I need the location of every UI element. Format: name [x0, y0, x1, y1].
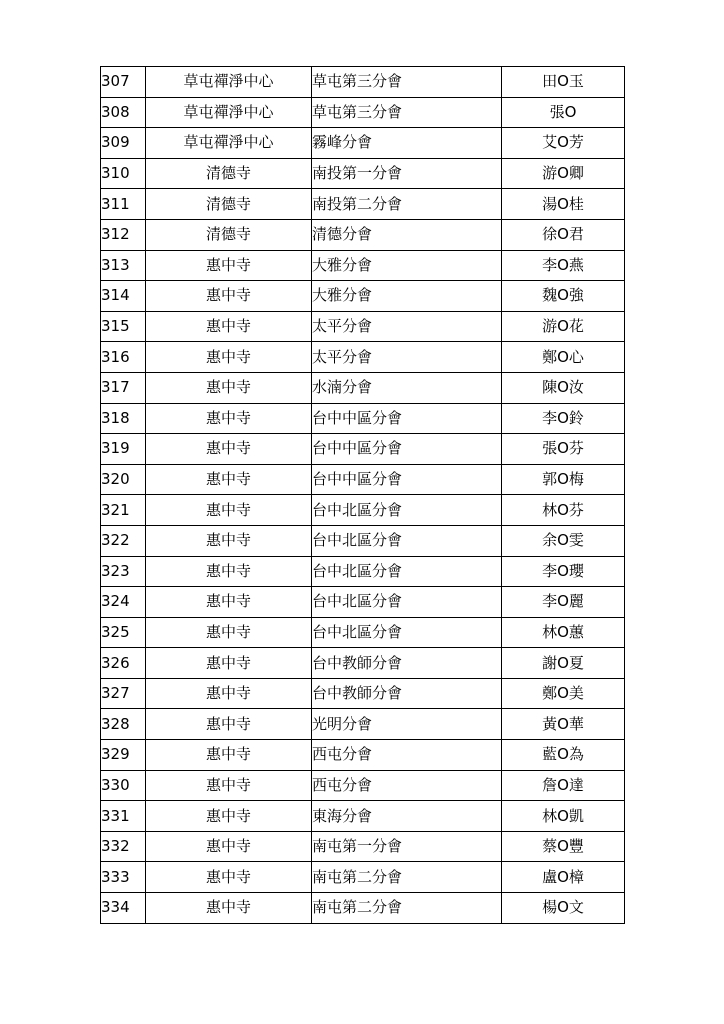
temple-name-cell: 惠中寺 [146, 464, 312, 495]
branch-name-cell: 台中北區分會 [312, 617, 502, 648]
row-number-cell: 308 [101, 97, 146, 128]
member-name-cell: 李O鈴 [502, 403, 625, 434]
member-name-cell: 郭O梅 [502, 464, 625, 495]
branch-name-cell: 太平分會 [312, 342, 502, 373]
member-name-cell: 林O蕙 [502, 617, 625, 648]
temple-name-cell: 惠中寺 [146, 495, 312, 526]
branch-name-cell: 草屯第三分會 [312, 67, 502, 98]
table-row [101, 556, 625, 587]
row-number-cell: 332 [101, 831, 146, 862]
member-name-cell: 艾O芳 [502, 128, 625, 159]
member-name-cell: 李O燕 [502, 250, 625, 281]
table-row [101, 525, 625, 556]
temple-name-cell: 惠中寺 [146, 372, 312, 403]
table-row [101, 250, 625, 281]
branch-name-cell: 草屯第三分會 [312, 97, 502, 128]
temple-name-cell: 惠中寺 [146, 281, 312, 312]
member-name-cell: 張O [502, 97, 625, 128]
table-row [101, 372, 625, 403]
row-number-cell: 310 [101, 158, 146, 189]
branch-name-cell: 台中教師分會 [312, 678, 502, 709]
branch-name-cell: 南屯第二分會 [312, 893, 502, 924]
member-name-cell: 謝O夏 [502, 648, 625, 679]
table-row [101, 648, 625, 679]
member-name-cell: 陳O汝 [502, 372, 625, 403]
table-row [101, 893, 625, 924]
table-row [101, 464, 625, 495]
branch-name-cell: 水湳分會 [312, 372, 502, 403]
branch-name-cell: 台中中區分會 [312, 464, 502, 495]
temple-name-cell: 清德寺 [146, 158, 312, 189]
row-number-cell: 307 [101, 67, 146, 98]
member-name-cell: 李O麗 [502, 587, 625, 618]
table-row [101, 219, 625, 250]
member-name-cell: 蔡O豐 [502, 831, 625, 862]
branch-name-cell: 西屯分會 [312, 770, 502, 801]
temple-name-cell: 惠中寺 [146, 893, 312, 924]
temple-name-cell: 惠中寺 [146, 770, 312, 801]
temple-name-cell: 草屯禪淨中心 [146, 128, 312, 159]
member-name-cell: 盧O樟 [502, 862, 625, 893]
temple-name-cell: 清德寺 [146, 219, 312, 250]
table-row [101, 311, 625, 342]
temple-name-cell: 惠中寺 [146, 678, 312, 709]
branch-name-cell: 台中北區分會 [312, 495, 502, 526]
row-number-cell: 312 [101, 219, 146, 250]
row-number-cell: 326 [101, 648, 146, 679]
roster-table [100, 66, 625, 924]
branch-name-cell: 台中中區分會 [312, 434, 502, 465]
table-row [101, 587, 625, 618]
member-name-cell: 湯O桂 [502, 189, 625, 220]
member-name-cell: 張O芬 [502, 434, 625, 465]
roster-table-body [101, 67, 625, 924]
temple-name-cell: 惠中寺 [146, 434, 312, 465]
row-number-cell: 322 [101, 525, 146, 556]
member-name-cell: 楊O文 [502, 893, 625, 924]
branch-name-cell: 大雅分會 [312, 250, 502, 281]
row-number-cell: 311 [101, 189, 146, 220]
branch-name-cell: 台中北區分會 [312, 556, 502, 587]
row-number-cell: 315 [101, 311, 146, 342]
temple-name-cell: 惠中寺 [146, 525, 312, 556]
table-row [101, 831, 625, 862]
temple-name-cell: 清德寺 [146, 189, 312, 220]
table-row [101, 617, 625, 648]
row-number-cell: 331 [101, 801, 146, 832]
member-name-cell: 鄭O心 [502, 342, 625, 373]
temple-name-cell: 草屯禪淨中心 [146, 97, 312, 128]
table-row [101, 342, 625, 373]
row-number-cell: 313 [101, 250, 146, 281]
table-row [101, 678, 625, 709]
table-row [101, 740, 625, 771]
temple-name-cell: 惠中寺 [146, 587, 312, 618]
member-name-cell: 余O雯 [502, 525, 625, 556]
branch-name-cell: 東海分會 [312, 801, 502, 832]
table-row [101, 862, 625, 893]
row-number-cell: 316 [101, 342, 146, 373]
row-number-cell: 314 [101, 281, 146, 312]
member-name-cell: 游O花 [502, 311, 625, 342]
temple-name-cell: 惠中寺 [146, 250, 312, 281]
branch-name-cell: 光明分會 [312, 709, 502, 740]
member-name-cell: 游O卿 [502, 158, 625, 189]
temple-name-cell: 草屯禪淨中心 [146, 67, 312, 98]
table-row [101, 189, 625, 220]
member-name-cell: 魏O強 [502, 281, 625, 312]
temple-name-cell: 惠中寺 [146, 862, 312, 893]
table-row [101, 67, 625, 98]
table-row [101, 801, 625, 832]
temple-name-cell: 惠中寺 [146, 831, 312, 862]
table-row [101, 403, 625, 434]
temple-name-cell: 惠中寺 [146, 556, 312, 587]
branch-name-cell: 南投第一分會 [312, 158, 502, 189]
branch-name-cell: 大雅分會 [312, 281, 502, 312]
temple-name-cell: 惠中寺 [146, 342, 312, 373]
table-row [101, 158, 625, 189]
temple-name-cell: 惠中寺 [146, 617, 312, 648]
row-number-cell: 320 [101, 464, 146, 495]
table-row [101, 97, 625, 128]
member-name-cell: 鄭O美 [502, 678, 625, 709]
table-row [101, 434, 625, 465]
row-number-cell: 329 [101, 740, 146, 771]
branch-name-cell: 太平分會 [312, 311, 502, 342]
row-number-cell: 317 [101, 372, 146, 403]
table-row [101, 281, 625, 312]
branch-name-cell: 霧峰分會 [312, 128, 502, 159]
row-number-cell: 321 [101, 495, 146, 526]
temple-name-cell: 惠中寺 [146, 403, 312, 434]
temple-name-cell: 惠中寺 [146, 648, 312, 679]
row-number-cell: 309 [101, 128, 146, 159]
row-number-cell: 319 [101, 434, 146, 465]
member-name-cell: 林O凱 [502, 801, 625, 832]
table-row [101, 128, 625, 159]
member-name-cell: 徐O君 [502, 219, 625, 250]
row-number-cell: 327 [101, 678, 146, 709]
temple-name-cell: 惠中寺 [146, 740, 312, 771]
table-row [101, 709, 625, 740]
branch-name-cell: 台中中區分會 [312, 403, 502, 434]
temple-name-cell: 惠中寺 [146, 709, 312, 740]
branch-name-cell: 南屯第二分會 [312, 862, 502, 893]
member-name-cell: 田O玉 [502, 67, 625, 98]
table-row [101, 495, 625, 526]
table-row [101, 770, 625, 801]
member-name-cell: 李O瓔 [502, 556, 625, 587]
branch-name-cell: 西屯分會 [312, 740, 502, 771]
branch-name-cell: 南投第二分會 [312, 189, 502, 220]
row-number-cell: 323 [101, 556, 146, 587]
row-number-cell: 325 [101, 617, 146, 648]
row-number-cell: 324 [101, 587, 146, 618]
branch-name-cell: 清德分會 [312, 219, 502, 250]
row-number-cell: 328 [101, 709, 146, 740]
temple-name-cell: 惠中寺 [146, 801, 312, 832]
branch-name-cell: 南屯第一分會 [312, 831, 502, 862]
member-name-cell: 林O芬 [502, 495, 625, 526]
row-number-cell: 318 [101, 403, 146, 434]
branch-name-cell: 台中教師分會 [312, 648, 502, 679]
member-name-cell: 詹O達 [502, 770, 625, 801]
row-number-cell: 334 [101, 893, 146, 924]
branch-name-cell: 台中北區分會 [312, 525, 502, 556]
temple-name-cell: 惠中寺 [146, 311, 312, 342]
member-name-cell: 黃O華 [502, 709, 625, 740]
row-number-cell: 330 [101, 770, 146, 801]
member-name-cell: 藍O為 [502, 740, 625, 771]
branch-name-cell: 台中北區分會 [312, 587, 502, 618]
row-number-cell: 333 [101, 862, 146, 893]
